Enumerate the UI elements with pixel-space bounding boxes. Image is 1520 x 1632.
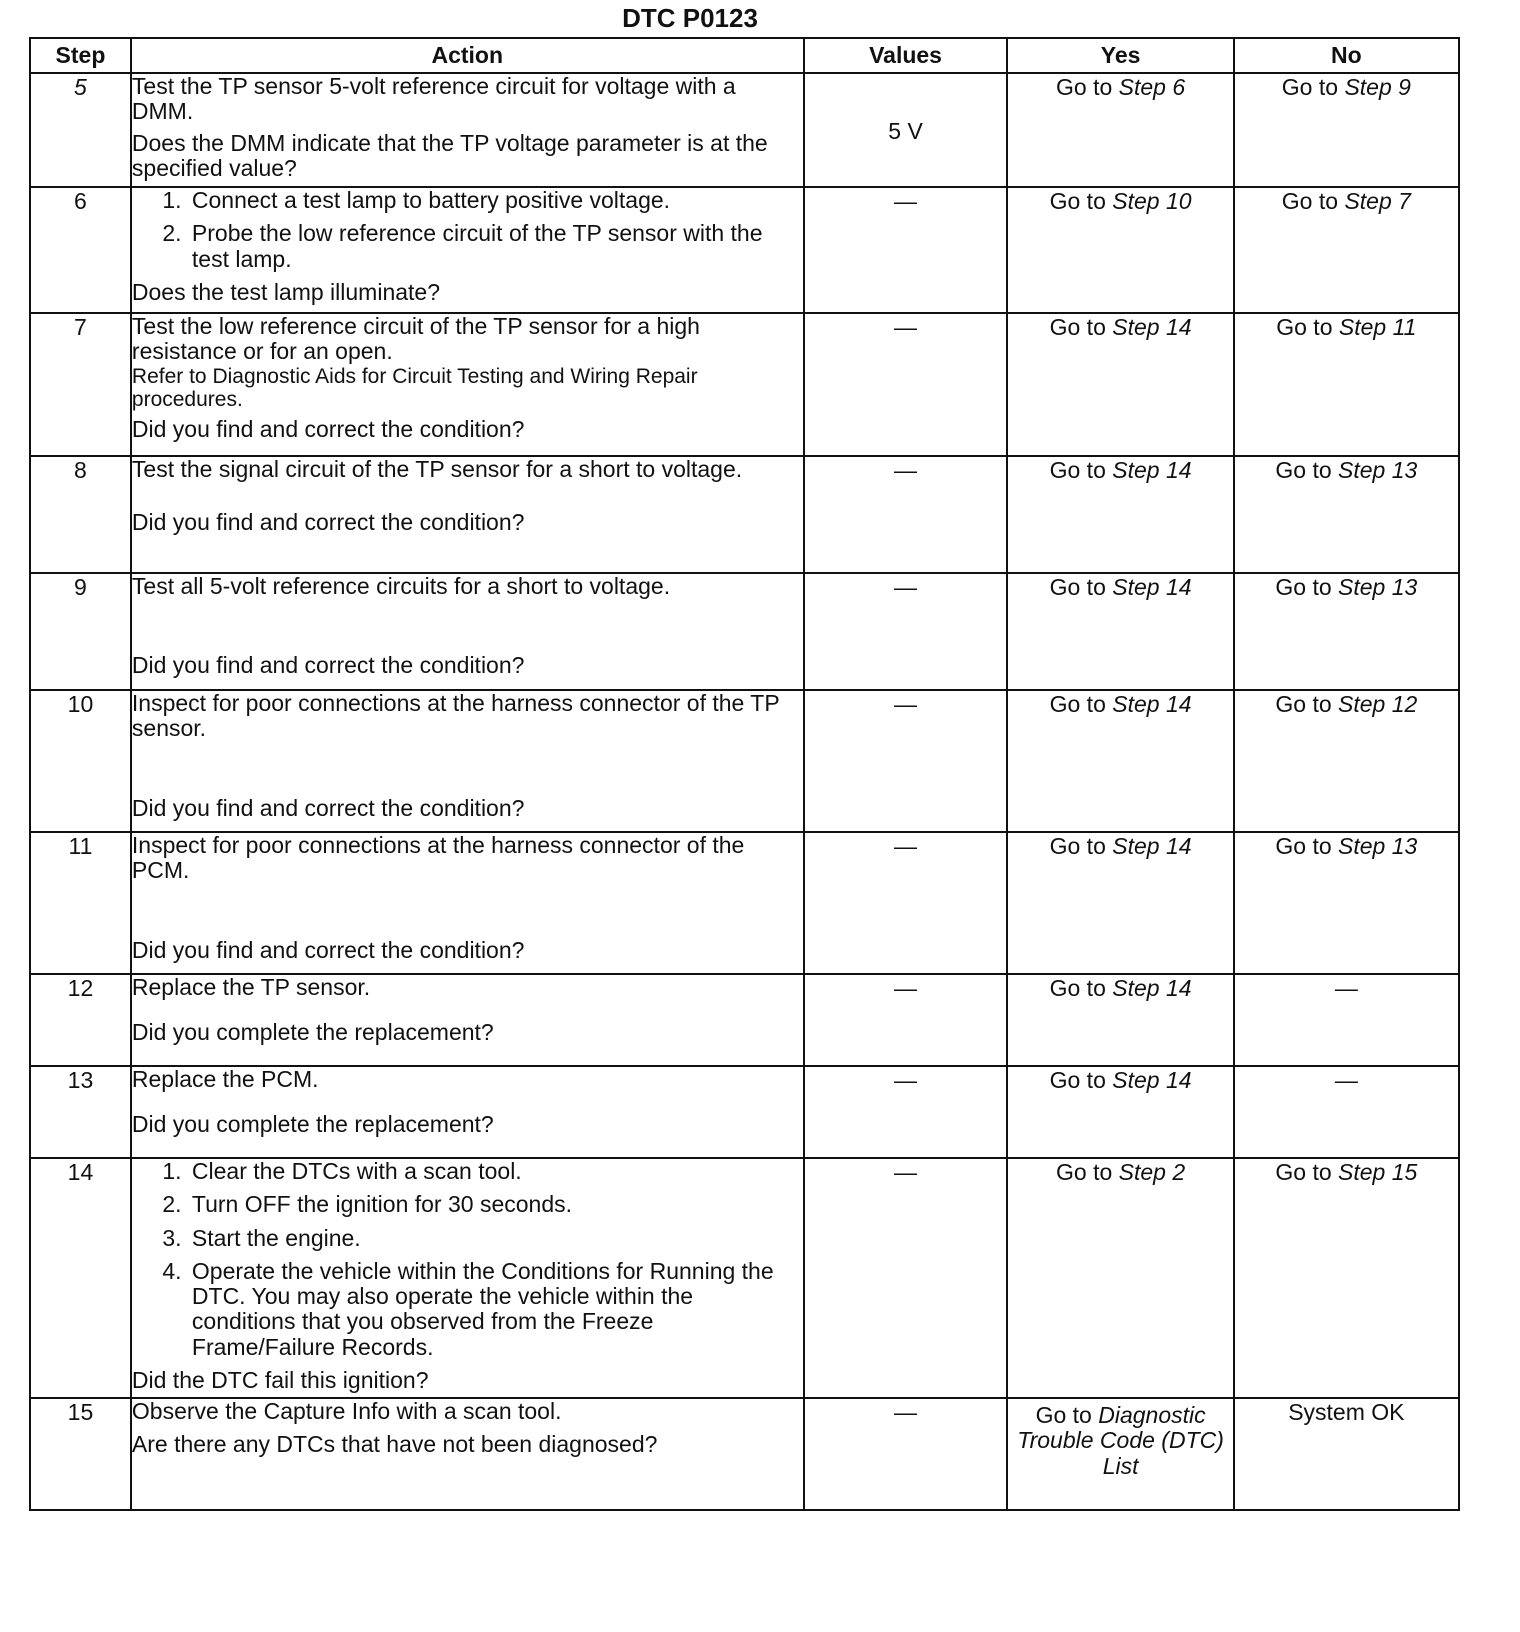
action-list bbox=[132, 1159, 803, 1360]
action-text: Test the TP sensor 5-volt reference circuit for voltage with a DMM. bbox=[131, 73, 736, 125]
action-question: Did you find and correct the condition? bbox=[131, 652, 525, 679]
action-text: Inspect for poor connections at the harness connector of the TP sensor. bbox=[131, 690, 780, 742]
no-cell: Go to Step 13 bbox=[1234, 456, 1459, 573]
list-item: 1. Clear the DTCs with a scan tool. bbox=[188, 1159, 803, 1184]
no-cell: Go to Step 13 bbox=[1234, 573, 1459, 690]
table-row bbox=[30, 73, 1459, 187]
value-cell: — bbox=[804, 573, 1008, 690]
step-number: 6 bbox=[30, 187, 131, 313]
no-cell: System OK bbox=[1234, 1398, 1459, 1510]
value-cell: — bbox=[804, 1066, 1008, 1158]
action-cell bbox=[131, 1066, 804, 1158]
header-yes: Yes bbox=[1007, 38, 1233, 73]
table-row bbox=[30, 573, 1459, 690]
list-item: 3. Start the engine. bbox=[188, 1226, 803, 1251]
step-number: 14 bbox=[30, 1158, 131, 1398]
table-row bbox=[30, 974, 1459, 1066]
action-cell bbox=[131, 832, 804, 974]
list-item: 4. Operate the vehicle within the Conditions for Running the DTC. You may also operate the vehicle within the conditions that you observed from the Freeze Frame/Failure Records. bbox=[188, 1259, 803, 1360]
table-row bbox=[30, 1398, 1459, 1510]
action-cell bbox=[131, 974, 804, 1066]
page-title: DTC P0123 bbox=[622, 3, 758, 33]
no-cell: Go to Step 11 bbox=[1234, 313, 1459, 456]
action-text: Test the signal circuit of the TP sensor for a short to voltage. bbox=[131, 456, 743, 482]
list-item: 2. Turn OFF the ignition for 30 seconds. bbox=[188, 1192, 803, 1217]
action-list bbox=[132, 188, 803, 272]
step-number: 8 bbox=[30, 456, 131, 573]
no-cell: — bbox=[1234, 1066, 1459, 1158]
no-cell: Go to Step 9 bbox=[1234, 73, 1459, 187]
step-number: 10 bbox=[30, 690, 131, 832]
header-step: Step bbox=[30, 38, 131, 73]
table-row bbox=[30, 1158, 1459, 1398]
step-number: 13 bbox=[30, 1066, 131, 1158]
step-number: 5 bbox=[30, 73, 131, 187]
value-cell: — bbox=[804, 456, 1008, 573]
value-cell: — bbox=[804, 690, 1008, 832]
action-text: Test the low reference circuit of the TP sensor for a high resistance or for an open. bbox=[131, 313, 700, 365]
yes-cell: Go to Step 14 bbox=[1007, 313, 1233, 456]
yes-cell: Go to Step 14 bbox=[1007, 573, 1233, 690]
no-cell: Go to Step 12 bbox=[1234, 690, 1459, 832]
yes-cell: Go to Step 14 bbox=[1007, 1066, 1233, 1158]
step-number: 9 bbox=[30, 573, 131, 690]
action-cell bbox=[131, 573, 804, 690]
action-question: Did you find and correct the condition? bbox=[131, 509, 525, 536]
action-question: Did you complete the replacement? bbox=[131, 1111, 494, 1138]
action-cell bbox=[131, 313, 804, 456]
action-question: Did you complete the replacement? bbox=[131, 1019, 494, 1046]
action-text: Inspect for poor connections at the harness connector of the PCM. bbox=[131, 832, 745, 884]
action-text: Test all 5-volt reference circuits for a short to voltage. bbox=[131, 573, 671, 599]
step-number: 11 bbox=[30, 832, 131, 974]
action-cell bbox=[131, 1398, 804, 1510]
table-row bbox=[30, 690, 1459, 832]
step-number: 12 bbox=[30, 974, 131, 1066]
action-question: Did you find and correct the condition? bbox=[131, 794, 525, 821]
list-item: 1. Connect a test lamp to battery positive voltage. bbox=[188, 188, 803, 213]
action-note: Refer to Diagnostic Aids for Circuit Testing and Wiring Repair procedures. bbox=[131, 364, 698, 411]
yes-cell: Go to Step 14 bbox=[1007, 832, 1233, 974]
header-no: No bbox=[1234, 38, 1459, 73]
value-cell: — bbox=[804, 1158, 1008, 1398]
list-item: 2. Probe the low reference circuit of the TP sensor with the test lamp. bbox=[188, 221, 803, 272]
action-question: Did the DTC fail this ignition? bbox=[131, 1367, 429, 1394]
action-cell bbox=[131, 1158, 804, 1398]
action-cell bbox=[131, 690, 804, 832]
yes-cell: Go to Step 14 bbox=[1007, 974, 1233, 1066]
action-question: Does the DMM indicate that the TP voltage parameter is at the specified value? bbox=[131, 129, 768, 181]
action-question: Are there any DTCs that have not been diagnosed? bbox=[131, 1431, 658, 1458]
value-cell: — bbox=[804, 313, 1008, 456]
yes-cell: Go to Step 14 bbox=[1007, 456, 1233, 573]
table-row bbox=[30, 456, 1459, 573]
value-cell: — bbox=[804, 1398, 1008, 1510]
no-cell: Go to Step 13 bbox=[1234, 832, 1459, 974]
value-cell: 5 V bbox=[804, 73, 1008, 187]
table-row bbox=[30, 187, 1459, 313]
yes-cell: Go to Step 6 bbox=[1007, 73, 1233, 187]
action-question: Does the test lamp illuminate? bbox=[131, 278, 441, 305]
action-cell bbox=[131, 456, 804, 573]
table-row bbox=[30, 313, 1459, 456]
table-row bbox=[30, 832, 1459, 974]
action-text: Replace the TP sensor. bbox=[131, 974, 371, 1000]
header-action: Action bbox=[131, 38, 804, 73]
header-values: Values bbox=[804, 38, 1008, 73]
no-cell: — bbox=[1234, 974, 1459, 1066]
step-number: 15 bbox=[30, 1398, 131, 1510]
action-question: Did you find and correct the condition? bbox=[131, 936, 525, 963]
action-cell bbox=[131, 73, 804, 187]
value-cell: — bbox=[804, 974, 1008, 1066]
action-cell bbox=[131, 187, 804, 313]
header-row bbox=[30, 38, 1459, 73]
value-cell: — bbox=[804, 832, 1008, 974]
yes-cell: Go to Step 14 bbox=[1007, 690, 1233, 832]
dtc-table bbox=[29, 37, 1460, 1511]
step-number: 7 bbox=[30, 313, 131, 456]
value-cell: — bbox=[804, 187, 1008, 313]
yes-cell: Go to Diagnostic Trouble Code (DTC) List bbox=[1007, 1398, 1233, 1510]
yes-cell: Go to Step 10 bbox=[1007, 187, 1233, 313]
table-row bbox=[30, 1066, 1459, 1158]
no-cell: Go to Step 7 bbox=[1234, 187, 1459, 313]
action-text: Observe the Capture Info with a scan tool. bbox=[131, 1398, 562, 1424]
action-text: Replace the PCM. bbox=[131, 1066, 319, 1092]
yes-cell: Go to Step 2 bbox=[1007, 1158, 1233, 1398]
no-cell: Go to Step 15 bbox=[1234, 1158, 1459, 1398]
action-question: Did you find and correct the condition? bbox=[131, 415, 525, 442]
